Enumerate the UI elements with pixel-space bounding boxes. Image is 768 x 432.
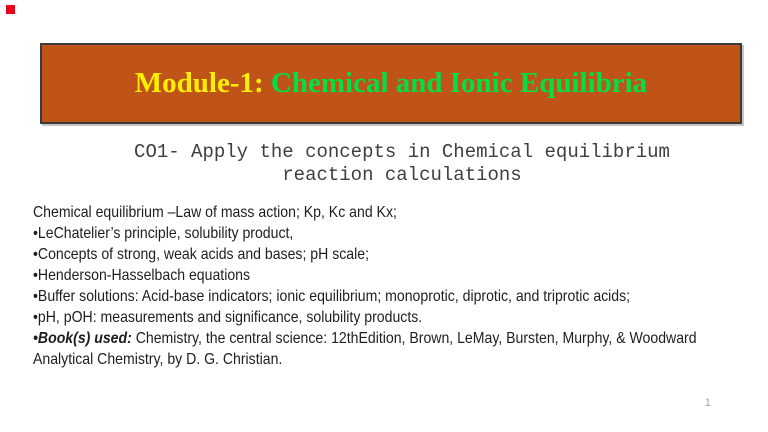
body-text-block bbox=[33, 202, 697, 370]
body-line-buffer: •Buffer solutions: Acid-base indicators; ionic equilibrium; monoprotic, diprotic, and triprotic acids; bbox=[33, 288, 631, 305]
body-line-acids-bases: •Concepts of strong, weak acids and bases; pH scale; bbox=[33, 246, 369, 263]
books-used-text: Chemistry, the central science: 12thEdition, Brown, LeMay, Bursten, Murphy, & Woodward bbox=[131, 330, 697, 347]
body-line-lechatelier: •LeChatelier’s principle, solubility product, bbox=[33, 225, 294, 242]
page-number: 1 bbox=[704, 397, 711, 409]
course-outcome bbox=[36, 141, 768, 187]
books-used-label: •Book(s) used: bbox=[33, 330, 132, 347]
slide-title bbox=[135, 67, 647, 100]
body-line-books bbox=[33, 328, 697, 349]
course-outcome-line-2: reaction calculations bbox=[282, 164, 522, 186]
body-line-analytical: Analytical Chemistry, by D. G. Christian. bbox=[33, 351, 283, 368]
red-square-marker bbox=[6, 5, 15, 14]
body-line-henderson: •Henderson-Hasselbach equations bbox=[33, 267, 251, 284]
course-outcome-line-1: CO1- Apply the concepts in Chemical equilibrium bbox=[134, 141, 670, 163]
title-module-text: Module-1: bbox=[134, 67, 264, 99]
body-line-ph-poh: •pH, pOH: measurements and significance, solubility products. bbox=[33, 309, 423, 326]
body-line-topics: Chemical equilibrium –Law of mass action; Kp, Kc and Kx; bbox=[33, 204, 397, 221]
title-subject-text: Chemical and Ionic Equilibria bbox=[263, 67, 648, 99]
title-banner bbox=[40, 43, 742, 124]
